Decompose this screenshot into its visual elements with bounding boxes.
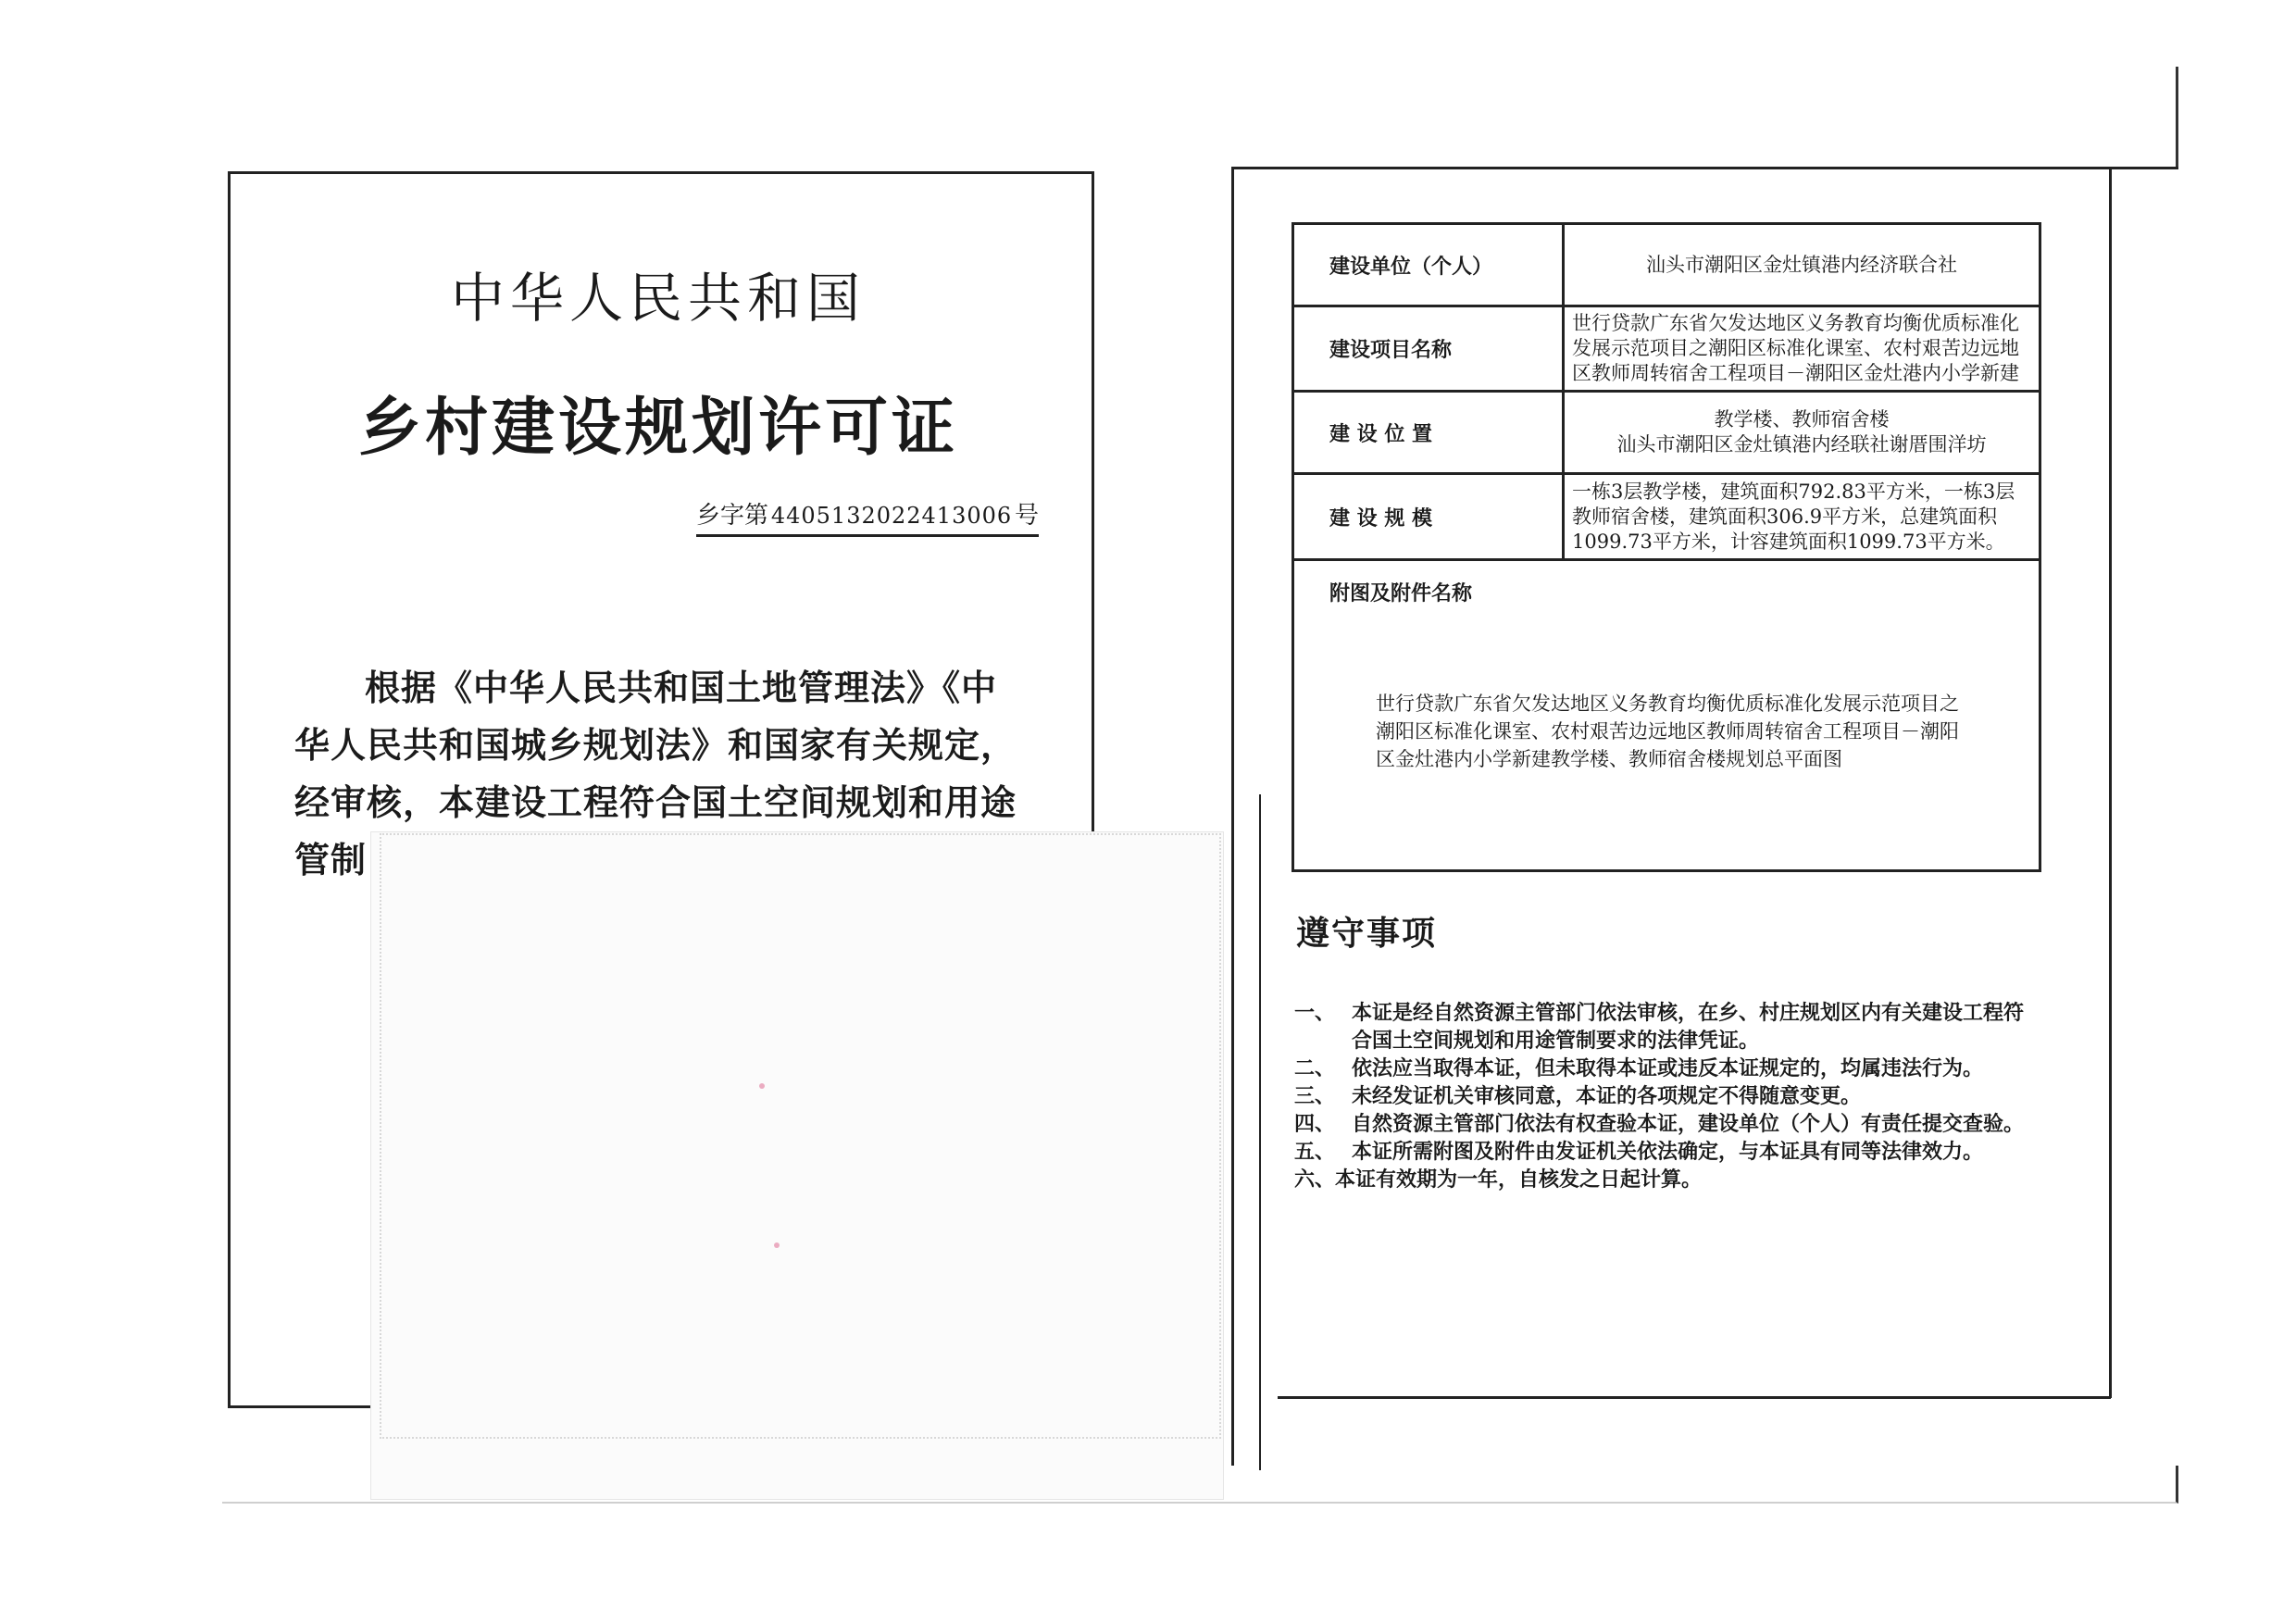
notes-title: 遵守事项 xyxy=(1296,915,1438,953)
row-value-line: 汕头市潮阳区金灶镇港内经联社谢厝围洋坊 xyxy=(1616,433,1987,456)
table-row xyxy=(1293,392,2040,474)
note-item xyxy=(1294,1000,2026,1055)
note-item xyxy=(1294,1139,2026,1167)
row-label: 建 设 位 置 xyxy=(1293,392,1564,474)
row-label: 建设单位（个人） xyxy=(1293,224,1564,306)
notes-list xyxy=(1294,1000,2026,1194)
note-item xyxy=(1294,1083,2026,1111)
attachment-text: 世行贷款广东省欠发达地区义务教育均衡优质标准化发展示范项目之潮阳区标准化课室、农村艰苦边远地区教师周转宿舍工程项目－潮阳区金灶港内小学新建教学楼、教师宿舍楼规划总平面图 xyxy=(1376,693,1959,770)
serial-suffix: 号 xyxy=(1014,502,1039,530)
legal-line: 华人民共和国城乡规划法》和国家有关规定， xyxy=(294,725,1017,766)
row-value xyxy=(1564,392,2040,474)
note-number: 五、 xyxy=(1294,1141,1336,1164)
note-item xyxy=(1294,1111,2026,1139)
overlapping-sheet-border xyxy=(380,833,1221,1439)
attachment-label: 附图及附件名称 xyxy=(1329,582,1473,606)
row-value: 一栋3层教学楼，建筑面积792.83平方米，一栋3层教师宿舍楼，建筑面积306.9平方米，总建筑面积1099.73平方米，计容建筑面积1099.73平方米。 xyxy=(1564,474,2040,560)
note-number: 二、 xyxy=(1294,1057,1336,1080)
note-text: 未经发证机关审核同意，本证的各项规定不得随意变更。 xyxy=(1352,1085,1862,1108)
note-item xyxy=(1294,1167,2026,1194)
serial-number-line xyxy=(696,496,1039,537)
legal-line: 经审核，本建设工程符合国土空间规划和用途 xyxy=(294,782,1017,823)
permit-title: 乡村建设规划许可证 xyxy=(357,392,958,465)
legal-line: 管制 xyxy=(294,840,368,880)
row-label: 建设项目名称 xyxy=(1293,306,1564,392)
note-number: 一、 xyxy=(1294,1002,1336,1025)
note-text: 本证所需附图及附件由发证机关依法确定，与本证具有同等法律效力。 xyxy=(1352,1141,1984,1164)
project-info-table xyxy=(1292,222,2041,872)
ink-speck xyxy=(759,1083,765,1089)
row-value: 世行贷款广东省欠发达地区义务教育均衡优质标准化发展示范项目之潮阳区标准化课室、农村艰苦边远地区教师周转宿舍工程项目－潮阳区金灶港内小学新建 xyxy=(1564,306,2040,392)
country-title: 中华人民共和国 xyxy=(450,267,866,330)
page-edge-line xyxy=(1278,1396,2111,1399)
note-number: 六、 xyxy=(1294,1168,1336,1192)
table-row xyxy=(1293,560,2040,871)
page-edge-line xyxy=(2109,167,2112,1398)
row-value: 汕头市潮阳区金灶镇港内经济联合社 xyxy=(1564,224,2040,306)
legal-line: 根据《中华人民共和国土地管理法》《中 xyxy=(365,668,998,708)
ink-speck xyxy=(774,1242,780,1248)
note-text: 自然资源主管部门依法有权查验本证，建设单位（个人）有责任提交查验。 xyxy=(1352,1113,2025,1136)
row-value-line: 教学楼、教师宿舍楼 xyxy=(1714,408,1890,431)
note-number: 三、 xyxy=(1294,1085,1336,1108)
table-row xyxy=(1293,306,2040,392)
note-text: 依法应当取得本证，但未取得本证或违反本证规定的，均属违法行为。 xyxy=(1352,1057,1984,1080)
note-text: 本证是经自然资源主管部门依法审核，在乡、村庄规划区内有关建设工程符合国土空间规划和用途管制要求的法律凭证。 xyxy=(1352,1002,2025,1053)
note-item xyxy=(1294,1055,2026,1083)
serial-prefix: 乡字第 xyxy=(696,502,769,530)
row-label: 建 设 规 模 xyxy=(1293,474,1564,560)
table-row xyxy=(1293,224,2040,306)
note-number: 四、 xyxy=(1294,1113,1336,1136)
attachment-cell xyxy=(1293,560,2040,871)
table-row xyxy=(1293,474,2040,560)
page-edge-line xyxy=(1259,794,1261,1470)
serial-number: 4405132022413006 xyxy=(770,503,1013,529)
note-text: 本证有效期为一年，自核发之日起计算。 xyxy=(1335,1168,1703,1192)
